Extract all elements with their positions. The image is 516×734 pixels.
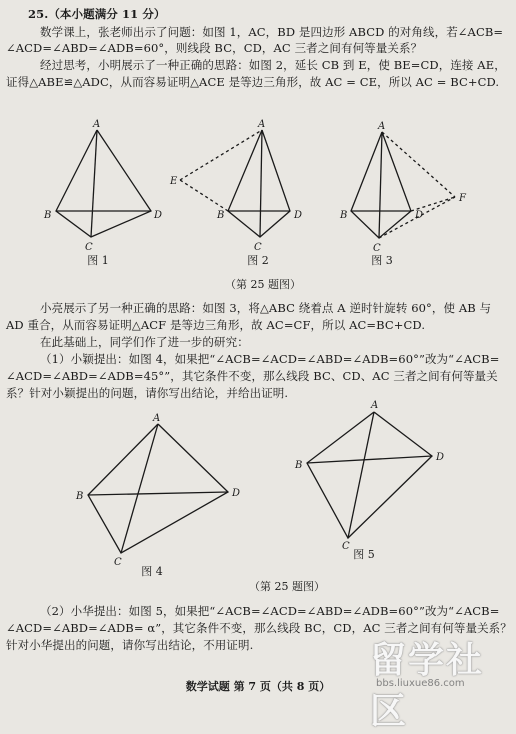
fig-group-1-caption: （第 25 题图） bbox=[225, 278, 301, 291]
fig3-label-a: A bbox=[378, 121, 386, 132]
fig5-label-a: A bbox=[371, 400, 379, 411]
watermark-logo bbox=[370, 628, 510, 732]
fig2-label-d: D bbox=[294, 210, 303, 221]
question-1-line-3: 系？针对小颖提出的问题，请你写出结论，并给出证明. bbox=[6, 386, 289, 400]
figure-3 bbox=[351, 132, 455, 238]
fig5-label-b: B bbox=[295, 460, 303, 471]
figure-5 bbox=[307, 412, 432, 538]
intro-line-3: 经过思考，小明展示了一种正确的思路：如图 2，延长 CB 到 E，使 BE=CD，连接 AE， bbox=[40, 58, 506, 72]
intro-line-1: 数学课上，张老师出示了问题：如图 1，AC，BD 是四边形 ABCD 的对角线，若∠ACB= bbox=[40, 25, 504, 39]
problem-score: （本小题满分 11 分） bbox=[48, 7, 166, 21]
fig1-label-c: C bbox=[85, 242, 93, 253]
fig3-caption: 图 3 bbox=[371, 254, 393, 267]
figure-2 bbox=[180, 130, 290, 237]
intro-line-4: 证得△ABE≌△ADC，从而容易证明△ACE 是等边三角形，故 AC = CE，所以 AC = BC+CD. bbox=[6, 75, 500, 89]
watermark-url: bbs.liuxue86.com bbox=[376, 678, 465, 689]
fig1-caption: 图 1 bbox=[87, 254, 109, 267]
fig2-caption: 图 2 bbox=[247, 254, 269, 267]
fig4-label-b: B bbox=[76, 491, 84, 502]
fig3-label-d: D bbox=[415, 210, 424, 221]
question-2-line-1: （2）小华提出：如图 5，如果把“∠ACB=∠ACD=∠ABD=∠ADB=60°”改为“∠ACB= bbox=[40, 604, 500, 618]
fig2-label-a: A bbox=[258, 119, 266, 130]
fig2-label-e: E bbox=[170, 176, 178, 187]
question-2-line-3: 针对小华提出的问题，请你写出结论，不用证明. bbox=[6, 638, 254, 652]
fig3-label-b: B bbox=[340, 210, 348, 221]
question-2-line-2: ∠ACD=∠ABD=∠ADB= α”，其它条件不变，那么线段 BC，CD，AC 三者之间有何等量关系？ bbox=[6, 621, 512, 635]
fig1-label-d: D bbox=[154, 210, 163, 221]
question-1-line-1: （1）小颖提出：如图 4，如果把“∠ACB=∠ACD=∠ABD=∠ADB=60°”改为“∠ACB= bbox=[40, 352, 500, 366]
fig5-label-c: C bbox=[342, 541, 350, 552]
question-1-line-2: ∠ACD=∠ABD=∠ADB=45°”，其它条件不变，那么线段 BC、CD、AC 三者之间有何等量关 bbox=[6, 369, 498, 383]
fig4-label-c: C bbox=[114, 557, 122, 568]
fig4-label-d: D bbox=[232, 488, 241, 499]
intro-line-2: ∠ACD=∠ABD=∠ADB=60°，则线段 BC，CD，AC 三者之间有何等量关系？ bbox=[6, 41, 423, 55]
problem-number: 25. bbox=[28, 7, 49, 21]
fig1-label-b: B bbox=[44, 210, 52, 221]
para2-line-3: 在此基础上，同学们作了进一步的研究： bbox=[40, 335, 249, 349]
fig4-label-a: A bbox=[153, 413, 161, 424]
figure-4 bbox=[88, 424, 228, 553]
fig5-caption: 图 5 bbox=[353, 548, 375, 561]
watermark-text: 留学社区 bbox=[370, 640, 485, 732]
fig3-label-f: F bbox=[459, 193, 466, 204]
fig-group-2-caption: （第 25 题图） bbox=[249, 580, 325, 593]
para2-line-2: AD 重合，从而容易证明△ACF 是等边三角形，故 AC=CF，所以 AC=BC+CD. bbox=[6, 318, 426, 332]
page-footer: 数学试题 第 7 页（共 8 页） bbox=[185, 680, 331, 693]
fig5-label-d: D bbox=[436, 452, 445, 463]
para2-line-1: 小亮展示了另一种正确的思路：如图 3，将△ABC 绕着点 A 逆时针旋转 60°，使 AB 与 bbox=[40, 301, 492, 315]
fig2-label-b: B bbox=[217, 210, 225, 221]
fig4-caption: 图 4 bbox=[141, 565, 163, 578]
fig3-label-c: C bbox=[373, 243, 381, 254]
fig1-label-a: A bbox=[93, 119, 101, 130]
figure-1 bbox=[56, 130, 151, 237]
fig2-label-c: C bbox=[254, 242, 262, 253]
